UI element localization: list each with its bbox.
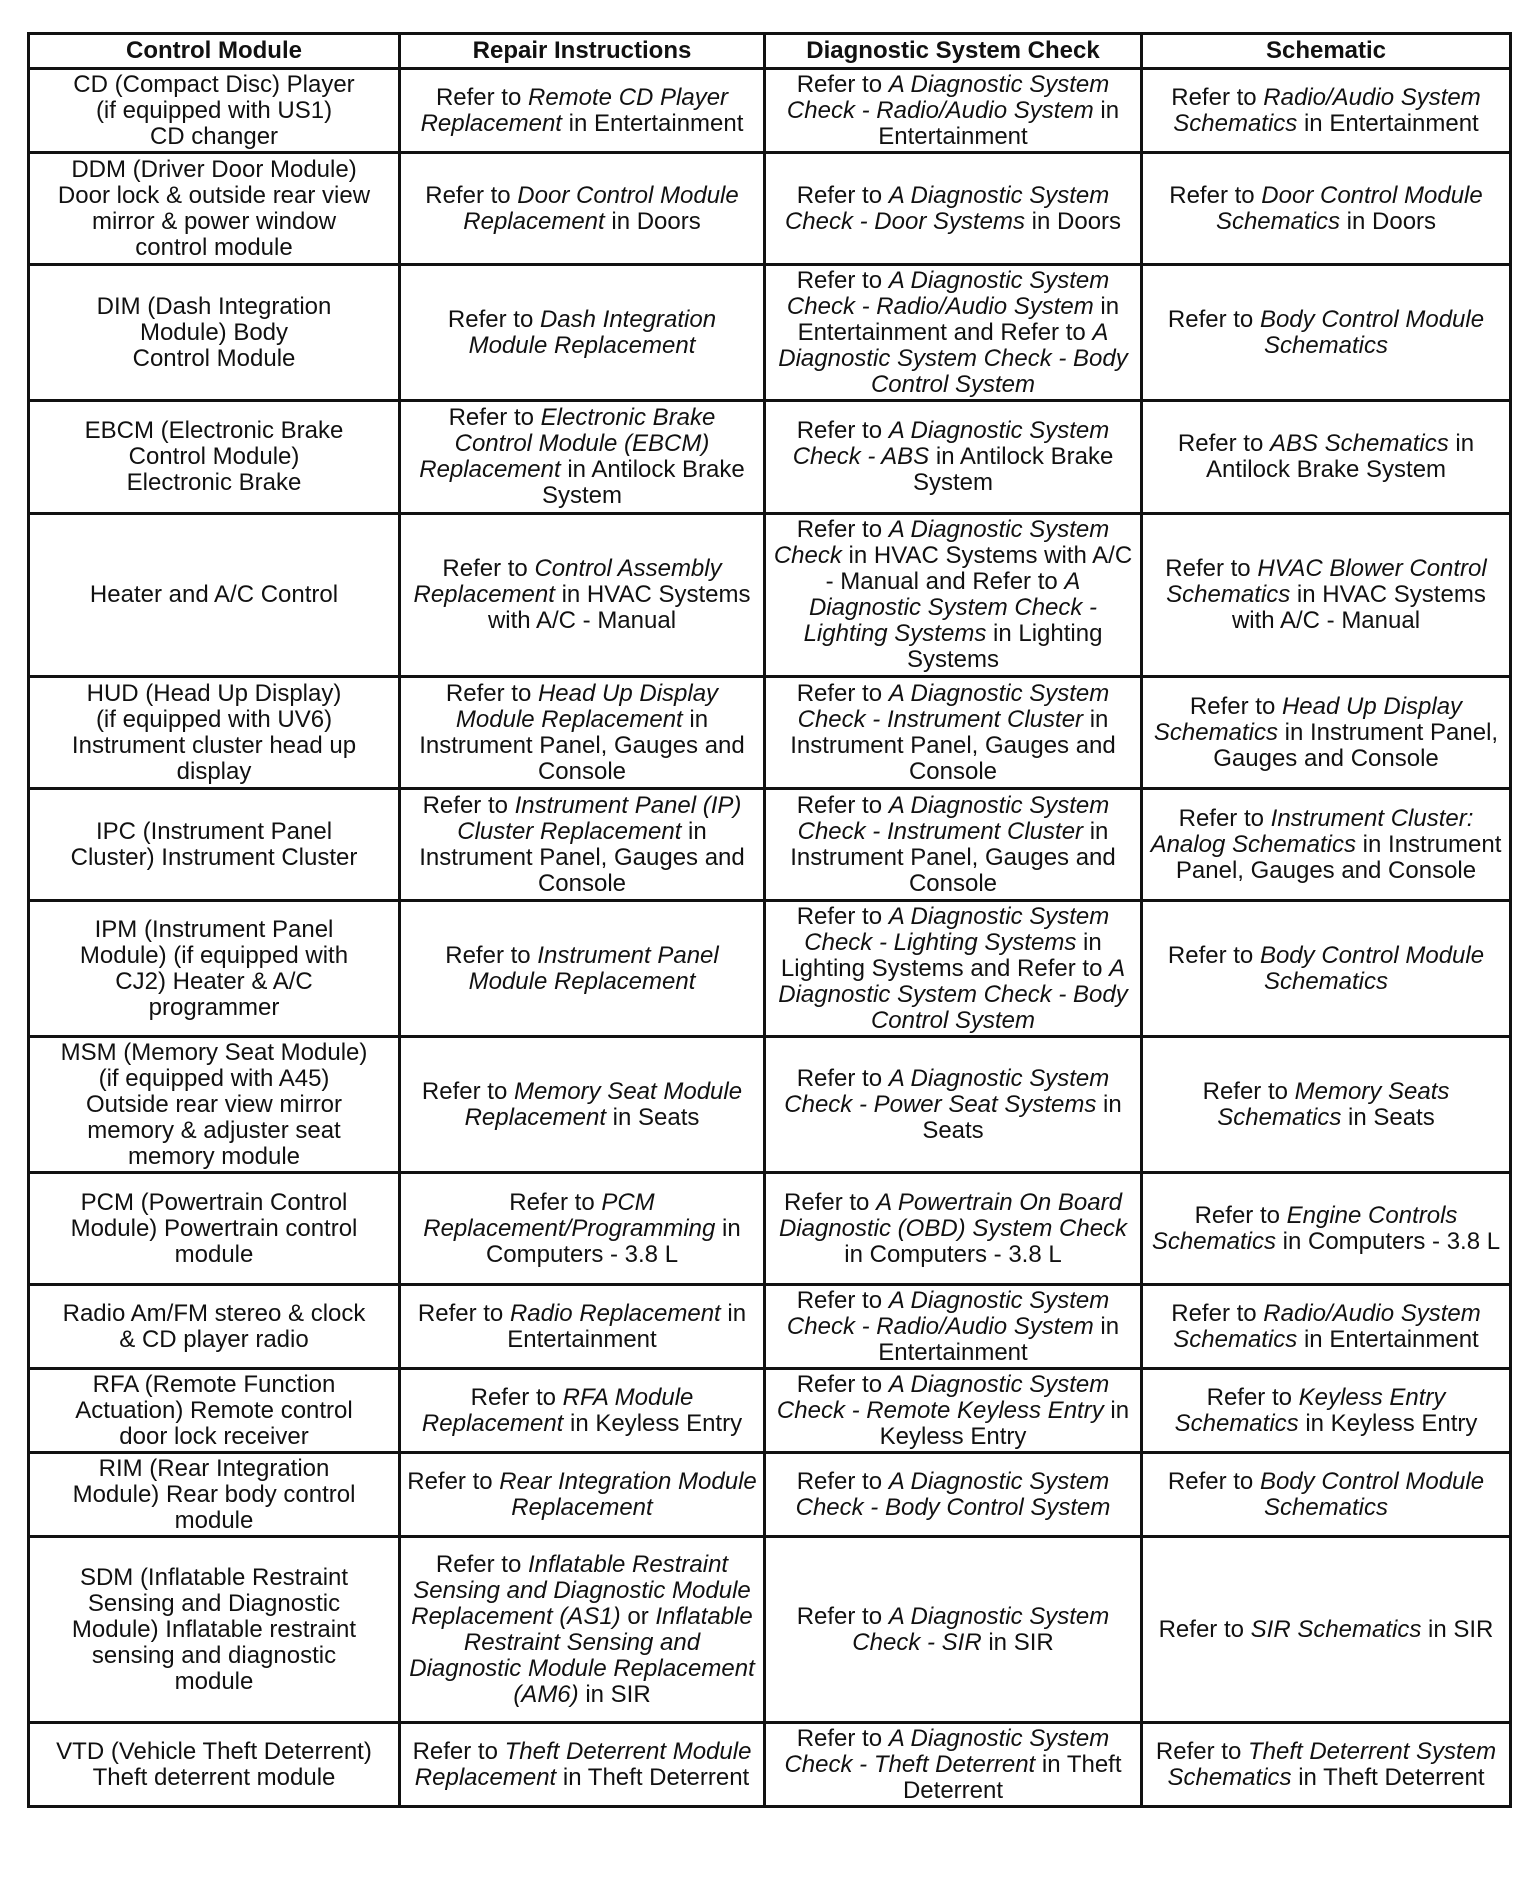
reference-text: or <box>620 1602 656 1630</box>
control-module-table <box>27 32 1512 1808</box>
reference-title: A Diagnostic System Check - Radio/Audio System <box>786 266 1110 320</box>
reference-title: Keyless Entry Schematics <box>1174 1383 1446 1437</box>
cell-schematic <box>1142 1537 1511 1723</box>
cell-repair-instructions <box>400 1369 765 1453</box>
cell-control-module <box>29 789 400 901</box>
module-line: Outside rear view mirror <box>85 1090 343 1118</box>
module-line: Sensing and Diagnostic <box>87 1589 341 1617</box>
cell-diagnostic-check <box>765 401 1142 514</box>
cell-schematic <box>1142 514 1511 677</box>
reference-text: Refer to <box>407 1467 500 1495</box>
reference-title: A Diagnostic System Check - Lighting Systems <box>804 902 1110 956</box>
module-line: Module) Inflatable restraint <box>71 1615 357 1643</box>
table-row <box>29 401 1511 514</box>
cell-schematic <box>1142 1453 1511 1537</box>
module-line: memory module <box>127 1142 301 1170</box>
reference-title: Remote CD Player Replacement <box>420 83 729 137</box>
cell-diagnostic-check <box>765 1285 1142 1369</box>
reference-text: Refer to <box>796 1286 889 1314</box>
reference-text: in Keyless Entry <box>879 1396 1130 1450</box>
cell-control-module <box>29 153 400 265</box>
module-line: Module) Rear body control <box>72 1480 356 1508</box>
module-line: DDM (Driver Door Module) <box>71 155 357 183</box>
reference-text: in Instrument Panel, Gauges and Console <box>419 705 745 785</box>
cell-control-module <box>29 677 400 789</box>
reference-text: in Computers - 3.8 L <box>1275 1227 1501 1255</box>
module-line: Module) Body <box>139 318 289 346</box>
reference-text: in Doors <box>604 207 701 235</box>
module-line: Control Module) <box>128 443 300 470</box>
reference-text: Refer to <box>1158 1615 1251 1643</box>
module-line: Instrument cluster head up <box>71 731 357 759</box>
reference-text: in Computers - 3.8 L <box>485 1214 741 1268</box>
cell-repair-instructions <box>400 401 765 514</box>
reference-title: A Diagnostic System Check <box>773 516 1110 569</box>
cell-schematic <box>1142 1037 1511 1173</box>
reference-text: in Entertainment <box>1297 1325 1479 1353</box>
module-line: SDM (Inflatable Restraint <box>79 1563 349 1591</box>
reference-text: in Instrument Panel, Gauges and Console <box>419 817 745 897</box>
reference-text: Refer to <box>796 679 889 707</box>
cell-repair-instructions <box>400 1173 765 1285</box>
reference-title: Body Control Module Schematics <box>1259 941 1485 995</box>
reference-title: Instrument Panel Module Replacement <box>468 941 719 995</box>
reference-text: in SIR <box>981 1628 1054 1656</box>
reference-text: in Instrument Panel, Gauges and Console <box>1213 718 1499 772</box>
reference-text: Refer to <box>470 1383 563 1411</box>
reference-title: Radio Replacement <box>509 1299 721 1327</box>
cell-control-module <box>29 901 400 1037</box>
reference-text: in Antilock Brake System <box>1205 430 1475 483</box>
reference-text: in HVAC Systems with A/C - Manual and Refer to <box>825 542 1133 595</box>
table-row <box>29 1537 1511 1723</box>
module-line: mirror & power window <box>91 207 337 235</box>
reference-text: Refer to <box>509 1188 602 1216</box>
reference-title: A Diagnostic System Check - Instrument Cluster <box>797 679 1110 733</box>
cell-control-module <box>29 1369 400 1453</box>
cell-schematic <box>1142 1173 1511 1285</box>
reference-text: in SIR <box>1421 1615 1494 1643</box>
reference-title: Head Up Display Module Replacement <box>455 679 719 733</box>
module-line: Cluster) Instrument Cluster <box>70 843 358 871</box>
cell-diagnostic-check <box>765 1453 1142 1537</box>
reference-text: Refer to <box>796 791 889 819</box>
module-line: module <box>174 1667 254 1695</box>
table-row <box>29 1173 1511 1285</box>
cell-schematic <box>1142 69 1511 153</box>
cell-repair-instructions <box>400 1285 765 1369</box>
reference-text: Refer to <box>796 516 889 543</box>
reference-title: Theft Deterrent System Schematics <box>1167 1737 1497 1791</box>
reference-text: Refer to <box>1171 1299 1264 1327</box>
cell-diagnostic-check <box>765 153 1142 265</box>
reference-text: Refer to <box>447 305 540 333</box>
cell-diagnostic-check <box>765 789 1142 901</box>
cell-control-module <box>29 401 400 514</box>
module-line: CJ2) Heater & A/C <box>115 967 313 995</box>
cell-repair-instructions <box>400 1453 765 1537</box>
cell-repair-instructions <box>400 677 765 789</box>
module-line: programmer <box>148 993 280 1021</box>
reference-title: A Diagnostic System Check - Radio/Audio System <box>786 70 1110 124</box>
reference-text: in Lighting Systems <box>906 620 1103 673</box>
reference-text: Refer to <box>1177 430 1270 457</box>
module-line: Theft deterrent module <box>92 1763 336 1791</box>
reference-text: in HVAC Systems with A/C - Manual <box>1231 581 1486 634</box>
reference-text: in Theft Deterrent <box>902 1750 1122 1804</box>
module-line: MSM (Memory Seat Module) <box>60 1038 368 1066</box>
module-line: HUD (Head Up Display) <box>86 679 342 707</box>
reference-text: in Antilock Brake System <box>541 456 745 509</box>
cell-control-module <box>29 1537 400 1723</box>
reference-text: Refer to <box>796 1467 889 1495</box>
reference-title: Radio/Audio System Schematics <box>1173 83 1481 137</box>
reference-text: Refer to <box>412 1737 505 1765</box>
reference-title: A Diagnostic System Check - Body Control System <box>795 1467 1111 1521</box>
reference-title: A Diagnostic System Check - Theft Deterrent <box>784 1724 1110 1778</box>
table-row <box>29 1723 1511 1807</box>
reference-title: PCM Replacement/Programming <box>423 1188 716 1242</box>
table-row <box>29 1453 1511 1537</box>
cell-schematic <box>1142 901 1511 1037</box>
cell-repair-instructions <box>400 153 765 265</box>
reference-text: Refer to <box>422 791 515 819</box>
cell-control-module <box>29 1723 400 1807</box>
cell-control-module <box>29 1453 400 1537</box>
reference-title: Instrument Panel (IP) Cluster Replacement <box>457 791 742 845</box>
reference-title: A Diagnostic System Check - SIR <box>852 1602 1110 1656</box>
reference-title: Door Control Module Replacement <box>463 181 739 235</box>
cell-diagnostic-check <box>765 1537 1142 1723</box>
cell-repair-instructions <box>400 265 765 401</box>
reference-text: Refer to <box>1167 941 1260 969</box>
module-line: DIM (Dash Integration <box>96 292 332 320</box>
cell-schematic <box>1142 265 1511 401</box>
reference-text: in Instrument Panel, Gauges and Console <box>790 817 1116 897</box>
cell-schematic <box>1142 677 1511 789</box>
reference-text: in Seats <box>922 1090 1122 1144</box>
cell-schematic <box>1142 153 1511 265</box>
table-row <box>29 153 1511 265</box>
reference-text: Refer to <box>1165 555 1258 582</box>
reference-text: Refer to <box>1206 1383 1299 1411</box>
header-diagnostic-system-check: Diagnostic System Check <box>765 34 1142 69</box>
reference-text: in Entertainment <box>878 1312 1120 1366</box>
reference-text: Refer to <box>445 941 538 969</box>
table-row <box>29 1285 1511 1369</box>
cell-diagnostic-check <box>765 265 1142 401</box>
cell-control-module <box>29 514 400 677</box>
reference-text: Refer to <box>421 1077 514 1105</box>
cell-repair-instructions <box>400 1723 765 1807</box>
reference-title: Instrument Cluster: Analog Schematics <box>1150 804 1474 858</box>
module-line: module <box>174 1506 254 1534</box>
cell-control-module <box>29 1173 400 1285</box>
cell-diagnostic-check <box>765 514 1142 677</box>
reference-text: in HVAC Systems with A/C - Manual <box>487 581 751 634</box>
reference-title: A Powertrain On Board Diagnostic (OBD) System Check <box>778 1188 1128 1242</box>
module-line: Module) Powertrain control <box>70 1214 358 1242</box>
reference-title: A Diagnostic System Check - Body Control System <box>778 954 1128 1034</box>
table-row <box>29 1037 1511 1173</box>
reference-text: Refer to <box>417 1299 510 1327</box>
reference-title: Memory Seats Schematics <box>1217 1077 1450 1131</box>
reference-title: Inflatable Restraint Sensing and Diagnostic Module Replacement (AS1) <box>411 1550 751 1630</box>
cell-control-module <box>29 265 400 401</box>
reference-title: Inflatable Restraint Sensing and Diagnostic Module Replacement (AM6) <box>409 1602 755 1708</box>
cell-schematic <box>1142 1723 1511 1807</box>
table-row <box>29 677 1511 789</box>
reference-text: in Computers - 3.8 L <box>844 1240 1062 1268</box>
table-row <box>29 514 1511 677</box>
cell-repair-instructions <box>400 789 765 901</box>
cell-repair-instructions <box>400 1037 765 1173</box>
module-line: IPM (Instrument Panel <box>94 915 334 943</box>
reference-text: in Theft Deterrent <box>1291 1763 1485 1791</box>
cell-control-module <box>29 69 400 153</box>
reference-text: in Entertainment and Refer to <box>797 292 1120 346</box>
reference-text: Refer to <box>1202 1077 1295 1105</box>
reference-title: Head Up Display Schematics <box>1153 692 1463 746</box>
cell-diagnostic-check <box>765 1173 1142 1285</box>
reference-text: in Keyless Entry <box>1298 1409 1478 1437</box>
table-row <box>29 789 1511 901</box>
reference-text: Refer to <box>1194 1201 1287 1229</box>
reference-text: in Entertainment <box>561 109 744 137</box>
module-line: & CD player radio <box>119 1325 309 1353</box>
reference-text: Refer to <box>1171 83 1264 111</box>
reference-title: HVAC Blower Control Schematics <box>1166 555 1487 608</box>
table-row <box>29 1369 1511 1453</box>
module-line: VTD (Vehicle Theft Deterrent) <box>56 1737 372 1765</box>
module-line: memory & adjuster seat <box>87 1116 341 1144</box>
reference-text: Refer to <box>796 417 889 444</box>
reference-text: Refer to <box>445 679 538 707</box>
reference-title: A Diagnostic System Check - Instrument Cluster <box>797 791 1110 845</box>
reference-title: A Diagnostic System Check - Power Seat Systems <box>784 1064 1110 1118</box>
reference-text: Refer to <box>796 181 889 209</box>
module-line: door lock receiver <box>119 1422 309 1450</box>
reference-text: Refer to <box>796 902 889 930</box>
reference-text: in Entertainment <box>507 1299 747 1353</box>
module-line: IPC (Instrument Panel <box>95 817 333 845</box>
table-row <box>29 69 1511 153</box>
reference-title: Body Control Module Schematics <box>1259 305 1485 359</box>
reference-title: A Diagnostic System Check - Radio/Audio System <box>786 1286 1110 1340</box>
reference-text: in Keyless Entry <box>563 1409 743 1437</box>
reference-text: Refer to <box>435 83 528 111</box>
reference-text: in Instrument Panel, Gauges and Console <box>1175 830 1502 884</box>
cell-diagnostic-check <box>765 901 1142 1037</box>
reference-text: Refer to <box>796 266 889 294</box>
reference-text: Refer to <box>796 1370 889 1398</box>
header-repair-instructions: Repair Instructions <box>400 34 765 69</box>
module-line: display <box>176 757 252 785</box>
cell-diagnostic-check <box>765 1037 1142 1173</box>
header-schematic: Schematic <box>1142 34 1511 69</box>
reference-text: Refer to <box>448 404 541 431</box>
reference-title: SIR Schematics <box>1250 1615 1422 1643</box>
table-header-row <box>29 34 1511 69</box>
cell-repair-instructions <box>400 69 765 153</box>
reference-text: in Instrument Panel, Gauges and Console <box>790 705 1116 785</box>
header-control-module: Control Module <box>29 34 400 69</box>
reference-text: Refer to <box>435 1550 528 1578</box>
reference-title: Door Control Module Schematics <box>1215 181 1483 235</box>
reference-text: Refer to <box>796 1064 889 1092</box>
module-line: (if equipped with A45) <box>98 1064 330 1092</box>
reference-text: in Seats <box>1341 1103 1435 1131</box>
cell-control-module <box>29 1285 400 1369</box>
reference-text: Refer to <box>796 1724 889 1752</box>
reference-text: Refer to <box>1189 692 1282 720</box>
reference-title: Electronic Brake Control Module (EBCM) Replacement <box>419 404 716 483</box>
module-line: RIM (Rear Integration <box>98 1454 330 1482</box>
module-line: (if equipped with US1) <box>95 96 333 124</box>
reference-text: Refer to <box>425 181 518 209</box>
cell-diagnostic-check <box>765 1369 1142 1453</box>
reference-text: in Entertainment <box>1297 109 1479 137</box>
reference-title: Rear Integration Module Replacement <box>499 1467 757 1521</box>
reference-text: in Theft Deterrent <box>556 1763 750 1791</box>
reference-text: in Seats <box>606 1103 700 1131</box>
module-line: Radio Am/FM stereo & clock <box>62 1299 366 1327</box>
module-line: Door lock & outside rear view <box>57 181 371 209</box>
reference-text: Refer to <box>784 1188 877 1216</box>
reference-text: in SIR <box>578 1680 651 1708</box>
module-line: CD changer <box>149 122 279 150</box>
reference-title: A Diagnostic System Check - Door Systems <box>784 181 1110 235</box>
reference-title: Theft Deterrent Module Replacement <box>414 1737 752 1791</box>
reference-text: in Doors <box>1340 207 1437 235</box>
module-line: Module) (if equipped with <box>79 941 349 969</box>
reference-text: in Lighting Systems and Refer to <box>780 928 1110 982</box>
cell-schematic <box>1142 789 1511 901</box>
module-line: (if equipped with UV6) <box>95 705 333 733</box>
module-line: sensing and diagnostic <box>91 1641 337 1669</box>
table-row <box>29 901 1511 1037</box>
module-line: Control Module <box>132 344 296 372</box>
reference-text: Refer to <box>442 555 535 582</box>
module-line: Heater and A/C Control <box>89 581 339 608</box>
cell-diagnostic-check <box>765 69 1142 153</box>
reference-text: in Antilock Brake System <box>912 443 1114 496</box>
cell-schematic <box>1142 401 1511 514</box>
reference-text: Refer to <box>1178 804 1271 832</box>
reference-title: A Diagnostic System Check - Remote Keyless Entry <box>776 1370 1110 1424</box>
cell-control-module <box>29 1037 400 1173</box>
reference-title: Control Assembly Replacement <box>413 555 722 608</box>
cell-diagnostic-check <box>765 677 1142 789</box>
module-line: EBCM (Electronic Brake <box>84 417 344 444</box>
module-line: Electronic Brake <box>126 469 302 496</box>
reference-title: A Diagnostic System Check - Body Control System <box>778 318 1128 398</box>
reference-text: Refer to <box>1155 1737 1248 1765</box>
reference-text: in Doors <box>1025 207 1122 235</box>
reference-text: Refer to <box>796 1602 889 1630</box>
reference-text: Refer to <box>1167 1467 1260 1495</box>
cell-repair-instructions <box>400 901 765 1037</box>
reference-title: A Diagnostic System Check - ABS <box>792 417 1110 470</box>
reference-title: ABS Schematics <box>1269 430 1449 457</box>
reference-title: RFA Module Replacement <box>421 1383 694 1437</box>
reference-title: Dash Integration Module Replacement <box>468 305 717 359</box>
module-line: CD (Compact Disc) Player <box>73 70 355 98</box>
reference-title: Engine Controls Schematics <box>1151 1201 1458 1255</box>
reference-text: in Entertainment <box>878 96 1120 150</box>
reference-text: Refer to <box>796 70 889 98</box>
module-line: control module <box>135 233 293 261</box>
table-row <box>29 265 1511 401</box>
module-line: PCM (Powertrain Control <box>80 1188 348 1216</box>
cell-repair-instructions <box>400 514 765 677</box>
reference-text: Refer to <box>1167 305 1260 333</box>
reference-title: Radio/Audio System Schematics <box>1173 1299 1481 1353</box>
reference-title: Body Control Module Schematics <box>1259 1467 1485 1521</box>
module-line: Actuation) Remote control <box>75 1396 353 1424</box>
module-line: module <box>174 1240 254 1268</box>
cell-repair-instructions <box>400 1537 765 1723</box>
reference-text: Refer to <box>1169 181 1262 209</box>
cell-diagnostic-check <box>765 1723 1142 1807</box>
reference-title: Memory Seat Module Replacement <box>464 1077 743 1131</box>
cell-schematic <box>1142 1285 1511 1369</box>
reference-title: A Diagnostic System Check - Lighting Systems <box>803 568 1098 647</box>
module-line: RFA (Remote Function <box>92 1370 336 1398</box>
cell-schematic <box>1142 1369 1511 1453</box>
